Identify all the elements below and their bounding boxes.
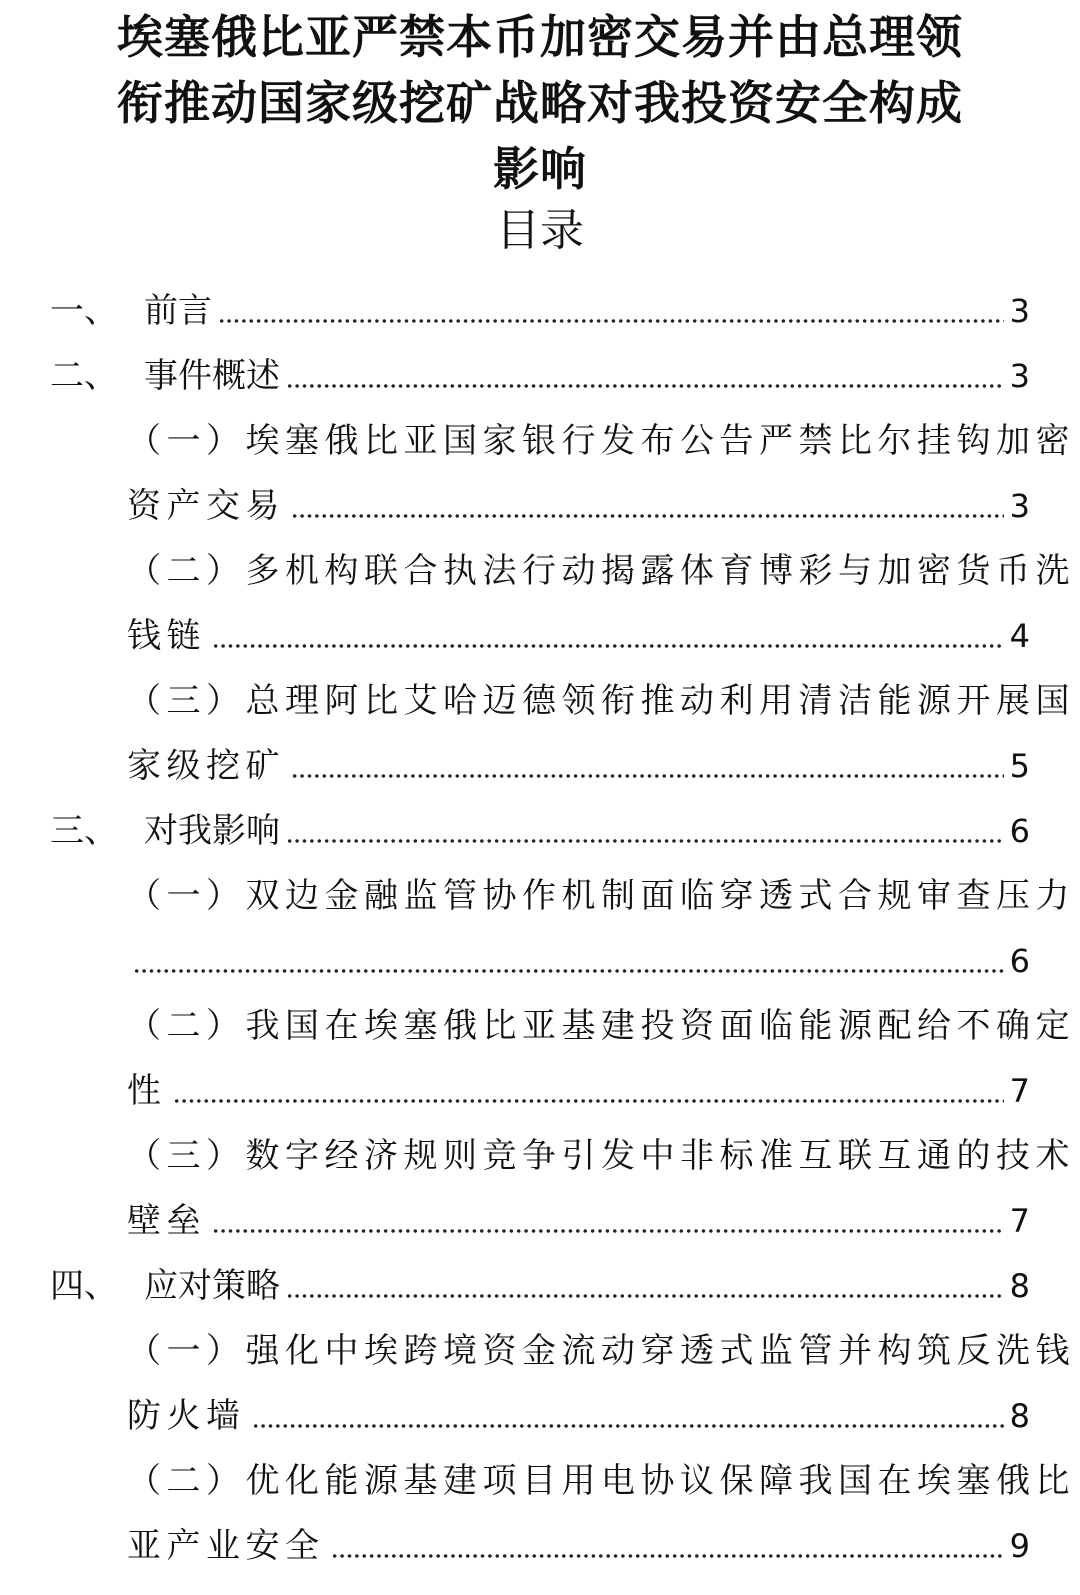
dot-leader (291, 773, 1004, 779)
toc-subsection-label-cont: 防火墙 (127, 1396, 246, 1436)
toc-subsection-continuation (127, 1062, 1030, 1112)
toc-page-number: 5 (1009, 747, 1030, 785)
toc-subsection-label: （三）数字经济规则竞争引发中非标准互联互通的技术 (127, 1136, 1075, 1176)
toc-page-number: 9 (1009, 1527, 1030, 1565)
toc-section-entry (50, 802, 1030, 852)
toc-subsection-label: （二）优化能源基建项目用电协议保障我国在埃塞俄比 (127, 1461, 1075, 1501)
toc-page-number: 3 (1009, 292, 1030, 330)
toc-subsection-label: （二）我国在埃塞俄比亚基建投资面临能源配给不确定 (127, 1006, 1075, 1046)
toc-subsection-label: （二）多机构联合执法行动揭露体育博彩与加密货币洗 (127, 551, 1075, 591)
toc-section-entry (50, 282, 1030, 332)
toc-subsection-line (127, 1127, 1075, 1177)
toc-page-number: 7 (1009, 1202, 1030, 1240)
dot-leader (133, 968, 1004, 974)
toc-subsection-continuation (127, 1192, 1030, 1242)
toc-section-entry (50, 347, 1030, 397)
toc-subsection-label-cont: 壁垒 (127, 1201, 206, 1241)
toc-subsection-continuation (127, 607, 1030, 657)
dot-leader (291, 513, 1004, 519)
toc-section-label: 事件概述 (144, 356, 280, 396)
toc-page-number: 8 (1009, 1267, 1030, 1305)
toc-subsection-label-cont: 家级挖矿 (127, 746, 285, 786)
toc-subsection-label-cont: 钱链 (127, 616, 206, 656)
toc-page-number: 3 (1009, 487, 1030, 525)
dot-leader (218, 318, 1004, 324)
toc-subsection-line (127, 1322, 1075, 1372)
toc-section-number: 二、 (50, 356, 118, 396)
toc-subsection-label-cont: 亚产业安全 (127, 1526, 325, 1566)
toc-page-number: 6 (1009, 812, 1030, 850)
toc-subsection-line (127, 1452, 1075, 1502)
toc-subsection-label: （一）强化中埃跨境资金流动穿透式监管并构筑反洗钱 (127, 1331, 1075, 1371)
dot-leader (173, 1098, 1004, 1104)
title-line-3: 影响 (493, 142, 587, 196)
toc-subsection-continuation (127, 1517, 1030, 1567)
toc-subsection-label: （一）埃塞俄比亚国家银行发布公告严禁比尔挂钩加密 (127, 421, 1075, 461)
toc-section-number: 四、 (50, 1266, 118, 1306)
toc-page-number: 4 (1009, 617, 1030, 655)
toc-subsection-continuation (127, 477, 1030, 527)
toc-subsection-continuation (127, 932, 1030, 982)
toc-subsection-line (127, 867, 1075, 917)
toc-heading: 目录 (496, 205, 584, 256)
toc-subsection-label-cont: 资产交易 (127, 486, 285, 526)
dot-leader (286, 383, 1004, 389)
toc-subsection-line (127, 542, 1075, 592)
toc-section-label: 前言 (144, 291, 212, 331)
dot-leader (212, 643, 1004, 649)
toc-subsection-continuation (127, 1387, 1030, 1437)
toc-subsection-line (127, 412, 1075, 462)
toc-page-number: 7 (1009, 1072, 1030, 1110)
dot-leader (331, 1553, 1004, 1559)
toc-section-number: 一、 (50, 291, 118, 331)
toc-section-entry (50, 1257, 1030, 1307)
dot-leader (212, 1228, 1004, 1234)
dot-leader (286, 838, 1004, 844)
title-line-2: 衔推动国家级挖矿战略对我投资安全构成 (117, 76, 963, 130)
toc-page-number: 6 (1009, 942, 1030, 980)
toc-subsection-label-cont: 性 (127, 1071, 167, 1111)
toc-page-number: 3 (1009, 357, 1030, 395)
toc-subsection-continuation (127, 737, 1030, 787)
toc-subsection-line (127, 997, 1075, 1047)
dot-leader (252, 1423, 1004, 1429)
toc-subsection-label: （三）总理阿比艾哈迈德领衔推动利用清洁能源开展国 (127, 681, 1075, 721)
toc-subsection-line (127, 672, 1075, 722)
toc-page-number: 8 (1009, 1397, 1030, 1435)
toc-section-number: 三、 (50, 811, 118, 851)
toc-section-label: 对我影响 (144, 811, 280, 851)
toc-section-label: 应对策略 (144, 1266, 280, 1306)
dot-leader (286, 1293, 1004, 1299)
toc-subsection-label: （一）双边金融监管协作机制面临穿透式合规审查压力 (127, 876, 1075, 916)
title-line-1: 埃塞俄比亚严禁本币加密交易并由总理领 (117, 10, 963, 64)
